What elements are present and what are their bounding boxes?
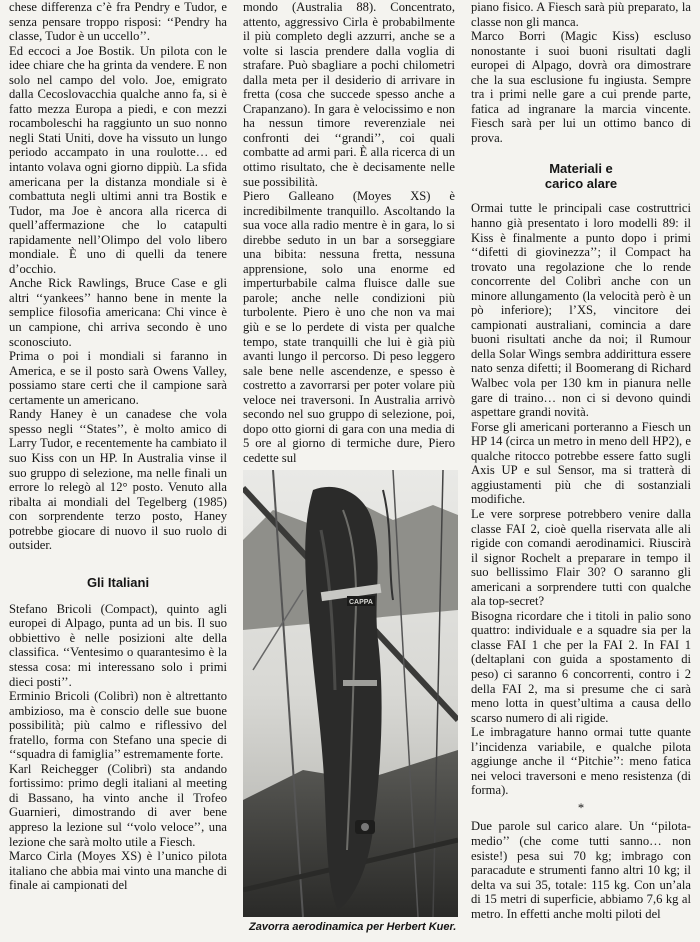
paragraph: Le imbragature hanno ormai tutte quante l’incidenza variabile, e qualche pilota aggiunge anche il ‘‘Pitchie’’: meno fatica nei veloci traversoni e meno resistenza (di forma). [471,725,691,798]
paragraph: Ormai tutte le principali case costruttrici hanno già presentato i loro modelli 89: il Kiss è finalmente a punto dopo i primi ‘‘difetti di giovinezza’’; il Compact ha trovato una regolazione che lo rende concorrente del Colibrì anche con un minore allungamento (la velocità però è un pò inferiore); l’XS, vincitore dei campionati australiani, comincia a dare buoni risultati anche da noi; il Rumour della Solar Wings sembra addirittura essere nato senza difetti; il Boomerang di Richard Walbec vola per 130 km in pianura nelle gare di traino… non ci si devono quindi aspettare grandi novità. [471,201,691,420]
paragraph: Piero Galleano (Moyes XS) è incredibilmente tranquillo. Ascoltando la sua voce alla radio mentre è in gara, lo si direbbe seduto in un bar a sorseggiare una bibita: nessuna fretta, nessuna apprensione, solo una enorme ed imperturbabile calma fluisce dalle sue parole; anche nelle condizioni più turbolente. Piero è uno che non va mai giù e se lo perdete di vista per qualche tempo, state tranquilli che lui è già più avanti lungo il percorso. Di peso leggero sale bene nelle ascendenze, e spesso è costretto a zavorrarsi per poter volare più veloce nei traversoni. In Australia arrivò secondo nel suo gruppo di selezione, poi, dopo otto giorni di gara con una media di 5 ore al giorno di termiche dure, Piero cedette sul [243,189,455,465]
separator-asterisk: * [577,800,585,815]
paragraph: Due parole sul carico alare. Un ‘‘pilota-medio’’ (che come tutti sanno… non esiste!) pesa sui 70 kg; imbrago con paracadute e strumenti fanno altri 10 kg; il delta va sui 35, totale: 115 kg. Con un’ala di 15 metri di superficie, abbiamo 7,6 kg al metro. In effetti anche molti piloti del [471,819,691,921]
paragraph: Marco Cirla (Moyes XS) è l’unico pilota italiano che abbia mai vinto una manche di finale ai campionati del [9,849,227,893]
paragraph: piano fisico. A Fiesch sarà più preparato, la classe non gli manca. [471,0,691,29]
harness-photo [243,470,458,917]
section-heading [471,161,691,191]
paragraph: Ed eccoci a Joe Bostik. Un pilota con le idee chiare che ha grinta da vendere. E non solo nel campo del volo. Joe, emigrato dalla Cecoslovacchia qualche anno fa, si è fatto mezza Europa a piedi, e con mezzi rocamboleschi ha raggiunto un suo nonno negli Stati Uniti, dove ha vissuto un lungo periodo accampato in una roulotte… ed intanto volava ogni giorno dippiù. La sfida americana per la distanza mondiale si è combattuta negli ultimi anni tra Bostik e Tudor, ma Joe è ancora alla ricerca di quell’affermazione che lo catapulti rapidamente nell’Olimpo del volo libero mondiale. È uno di quelli da tenere d’occhio. [9,43,227,276]
paragraph: Stefano Bricoli (Compact), quinto agli europei di Alpago, punta ad un bis. Il suo obbiettivo è nelle posizioni alte della classifica. ‘‘Ventesimo o quarantesimo è la stessa cosa: mi interessano solo i primi dieci posti’’. [9,601,227,689]
paragraph: Anche Rick Rawlings, Bruce Case e gli altri ‘‘yankees’’ hanno bene in mente la semplice filosofia americana: Chi vince è un campione, chi arriva secondo è uno sconosciuto. [9,276,227,349]
section-heading-line: carico alare [544,176,618,192]
paragraph: Randy Haney è un canadese che vola spesso negli ‘‘States’’, è molto amico di Larry Tudor, e recentemente ha cambiato il suo Kiss con un HP. In Australia vinse il suo gruppo di selezione, ma nelle finali un errore lo relegò al 12° posto. Venuto alla ribalta ai mondiali del Tegelberg (1985) con sorprendente terzo posto, Haney potrebbe giocare di nuovo il suo ruolo di outsider. [9,407,227,553]
text-column-2 [243,0,455,466]
text-column-3 [471,0,691,921]
photo-caption: Zavorra aerodinamica per Herbert Kuer. [249,921,457,933]
paragraph: Marco Borri (Magic Kiss) escluso nonostante i suoi buoni risultati dagli europei di Alpago, dovrà ora dimostrare che la sua esclusione fu ingiusta. Sempre tra i primi nelle gare a cui prende parte, fatica ad ingranare la marcia vincente. Fiesch sarà per lui un ottimo banco di prova. [471,29,691,145]
paragraph: Le vere sorprese potrebbero venire dalla classe FAI 2, cioè quella riservata alle ali rigide con comandi aerodinamici. Riuscirà il signor Rochelt a preparare in tempo il suo bellissimo Flair 30? O saranno gli americani a sorprendere tutti con qualche ala top-secret? [471,506,691,609]
paragraph: Prima o poi i mondiali si faranno in America, e se il posto sarà Owens Valley, possiamo stare certi che il campione sarà certamente un americano. [9,349,227,407]
section-heading: Gli Italiani [86,574,150,590]
paragraph: chese differenza c’è fra Pendry e Tudor, e senza pensare troppo risposi: ‘‘Pendry ha classe, Tudor è un uccello’’. [9,0,227,44]
section-heading-line: Materiali e [549,161,613,177]
harness-logo: CAPPA [349,599,373,606]
paragraph: Forse gli americani porteranno a Fiesch un HP 14 (circa un metro in meno dell HP2), e qualche ritocco potrebbe essere fatto sugli Axis UP e sul Sensor, ma si tratterà di aggiustamenti più che di sostanziali modifiche. [471,419,691,507]
paragraph: Erminio Bricoli (Colibrì) non è altrettanto ambizioso, ma è conscio delle sue buone possibilità; più calmo e riflessivo del fratello, forma con Stefano una specie di ‘‘squadra di famiglia’’ estremamente forte. [9,689,227,762]
paragraph: mondo (Australia 88). Concentrato, attento, aggressivo Cirla è probabilmente il più completo degli azzurri, anche se a volte si lascia prendere dalla voglia di strafare. Può sbagliare a pochi chilometri dalla meta per il desiderio di arrivare in fretta (cosa che succede spesso anche a Crapanzano). In gara è velocissimo e non ha nessun timore reverenziale nei confronti dei ‘‘grandi’’, coi quali combatte ad armi pari. È alla ricerca di un ottimo risultato, che è decisamente nelle sue possibilità. [243,0,455,189]
text-column-1 [9,0,227,893]
photo-figure [243,470,458,942]
paragraph: Karl Reichegger (Colibrì) sta andando fortissimo: primo degli italiani al meeting di Bassano, ha vinto anche il Trofeo Guarnieri, dimostrando di aver bene appreso la lezione sul ‘‘volo veloce’’, una lezione che sarà molto utile a Fiesch. [9,761,227,849]
paragraph: Bisogna ricordare che i titoli in palio sono quattro: individuale e a squadre sia per la classe FAI 1 che per la FAI 2. In FAI 1 (deltaplani con guida a spostamento di peso) ci saranno 6 concorrenti, contro i 2 della FAI 2, ma si presume che ci sarà meno lotta in quest’ultima a causa dello scarso numero di ali rigide. [471,608,691,725]
